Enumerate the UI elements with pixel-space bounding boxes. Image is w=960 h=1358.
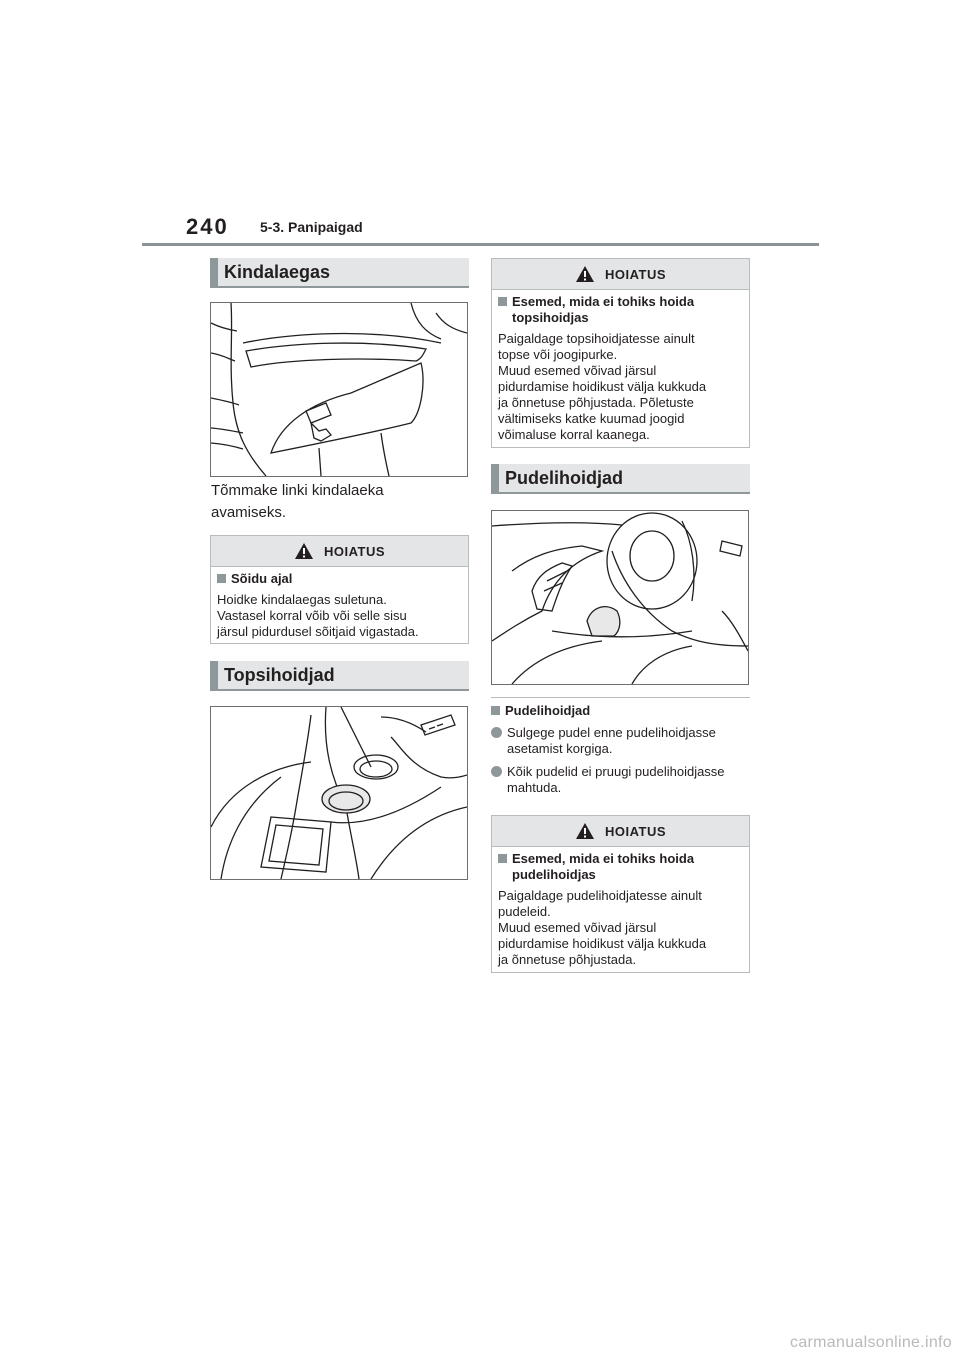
warning-text: Hoidke kindalaegas suletuna. Vastasel korral võib või selle sisu järsul pidurdusel sõitjaid vigastada.: [217, 592, 419, 639]
page-number: 240: [186, 214, 229, 239]
header-rule: [142, 243, 819, 246]
warning-subheading: Esemed, mida ei tohiks hoida topsihoidjas: [498, 294, 743, 326]
list-item: Kõik pudelid ei pruugi pudelihoidjasse mahtuda.: [491, 764, 725, 796]
watermark: carmanualsonline.info: [790, 1334, 952, 1351]
warning-header: HOIATUS: [211, 536, 468, 567]
warning-subheading: Sõidu ajal: [217, 571, 462, 587]
warning-triangle-icon: [575, 822, 595, 840]
warning-triangle-icon: [294, 542, 314, 560]
warning-box-bottleholders: [491, 815, 750, 973]
warning-header: HOIATUS: [492, 816, 749, 847]
list-item: Sulgege pudel enne pudelihoidjasse asetamist korgiga.: [491, 725, 716, 757]
section-title: 5-3. Panipaigad: [260, 219, 363, 235]
warning-box-driving: [210, 535, 469, 644]
glovebox-illustration: [210, 302, 468, 477]
glovebox-caption: Tõmmake linki kindalaeka avamiseks.: [211, 482, 384, 521]
warning-box-cupholders: [491, 258, 750, 448]
cupholders-heading: Topsihoidjad: [210, 661, 469, 691]
bottleholders-list-heading: Pudelihoidjad: [491, 703, 590, 718]
cupholders-illustration: [210, 706, 468, 880]
warning-text: Paigaldage pudelihoidjatesse ainult pudeleid. Muud esemed võivad järsul pidurdamise hoidikust välja kukkuda ja õnnetuse põhjustada.: [498, 888, 707, 967]
glovebox-heading: Kindalaegas: [210, 258, 469, 288]
warning-triangle-icon: [575, 265, 595, 283]
bottleholders-heading: Pudelihoidjad: [491, 464, 750, 494]
bottleholders-illustration: [491, 510, 749, 685]
warning-subheading: Esemed, mida ei tohiks hoida pudelihoidjas: [498, 851, 743, 883]
warning-header: HOIATUS: [492, 259, 749, 290]
warning-text: Paigaldage topsihoidjatesse ainult topse või joogipurke. Muud esemed võivad järsul pidurdamise hoidikust välja kukkuda ja õnnetuse põhjustada. Põletuste vältimiseks katke kuumad joogid võimaluse korral kaanega.: [498, 331, 707, 442]
divider: [491, 697, 750, 698]
